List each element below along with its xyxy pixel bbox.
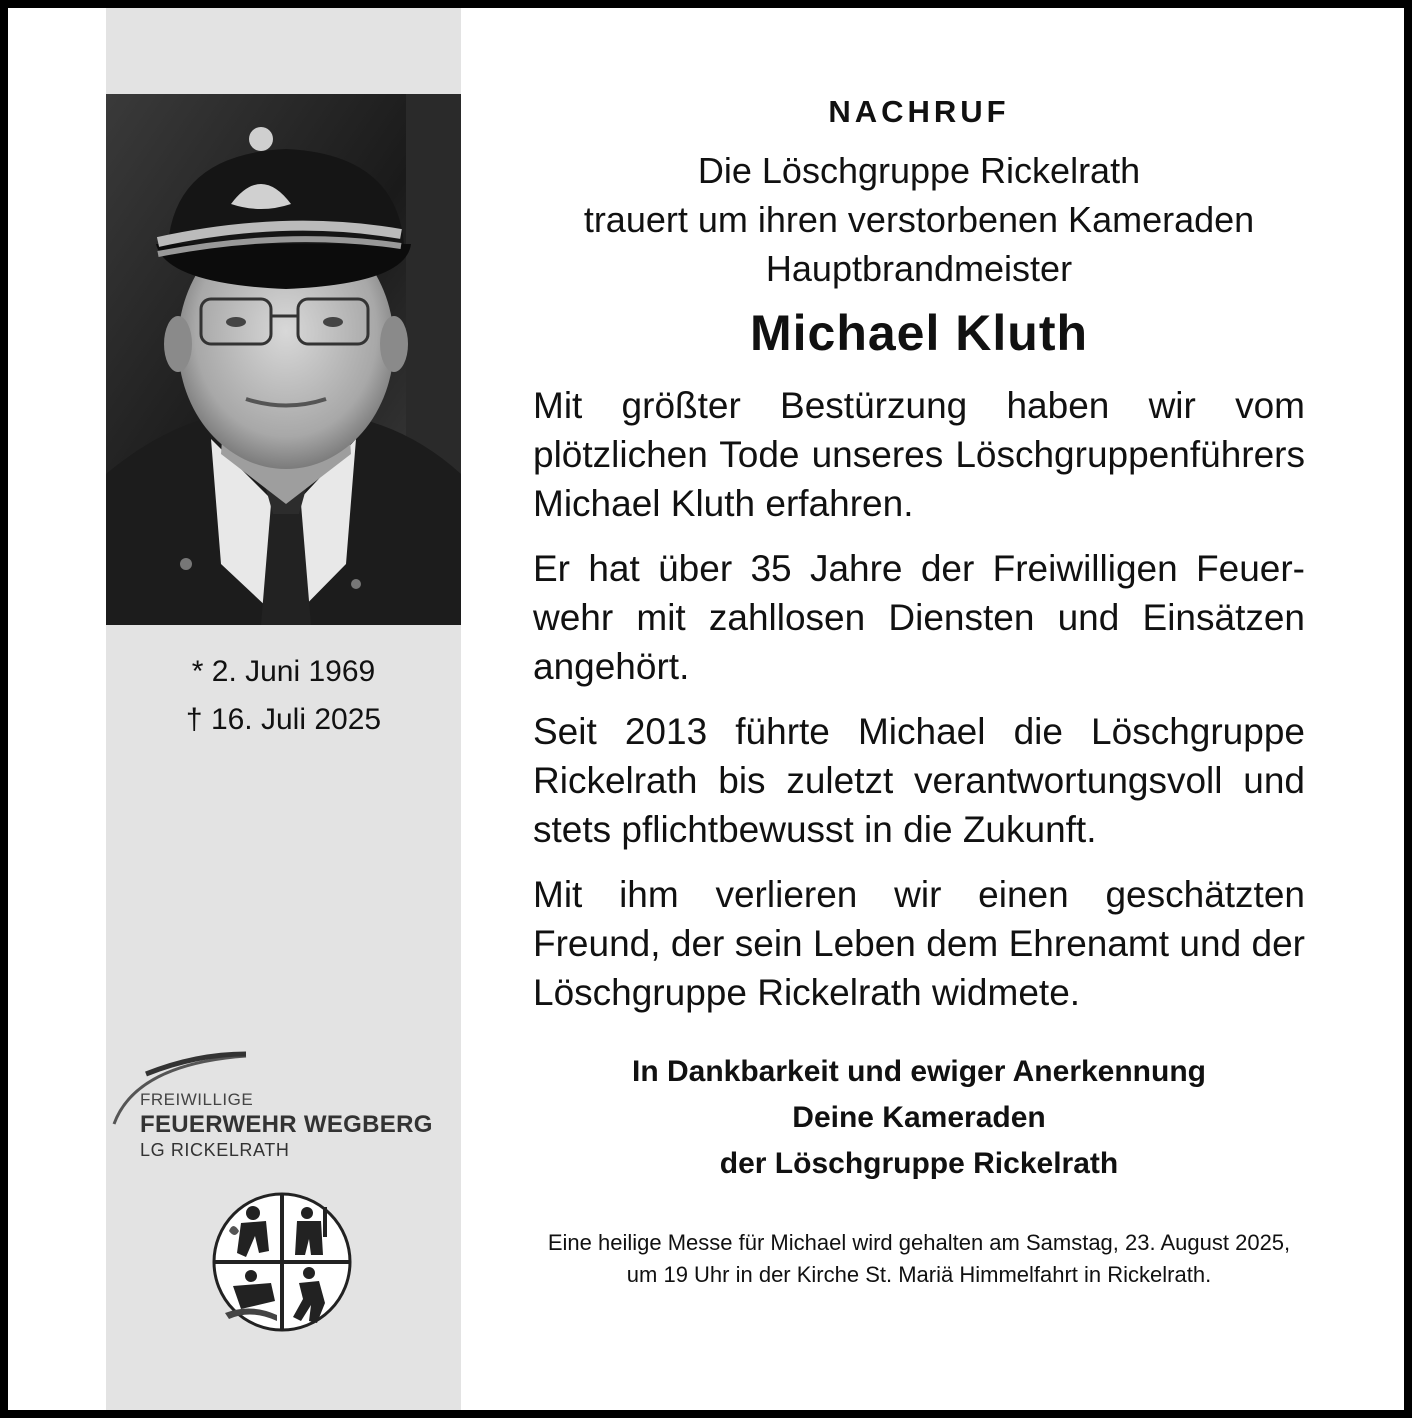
closing-line: Deine Kameraden xyxy=(792,1101,1046,1134)
mass-notice xyxy=(533,1227,1305,1291)
life-dates xyxy=(106,648,461,744)
intro-block xyxy=(533,146,1305,293)
intro-line: Hauptbrandmeister xyxy=(765,248,1073,289)
closing-line: der Löschgruppe Rickelrath xyxy=(719,1147,1119,1180)
paragraph: Mit ihm verlieren wir einen geschätzten Freund, der sein Leben dem Ehrenamt und der Löschgruppe Rickelrath widmete. xyxy=(533,874,1305,1013)
logo-line-3: LG RICKELRATH xyxy=(140,1140,290,1160)
death-date: † 16. Juli 2025 xyxy=(185,703,382,736)
intro-line: Die Löschgruppe Rickelrath xyxy=(697,150,1141,191)
fire-brigade-emblem-icon xyxy=(211,1191,353,1333)
birth-date: * 2. Juni 1969 xyxy=(191,655,376,688)
fire-brigade-logo xyxy=(140,1090,433,1161)
notice-line: um 19 Uhr in der Kirche St. Mariä Himmelfahrt in Rickelrath. xyxy=(626,1262,1212,1287)
logo-line-1: FREIWILLIGE xyxy=(140,1090,254,1109)
closing-block xyxy=(533,1049,1305,1187)
paragraph: Er hat über 35 Jahre der Freiwilligen Feuerwehr mit zahllosen Diensten und Einsätzen angehört. xyxy=(533,548,1305,687)
obituary-heading: NACHRUF xyxy=(828,94,1010,129)
logo-line-2: FEUERWEHR WEGBERG xyxy=(140,1111,433,1138)
deceased-name: Michael Kluth xyxy=(749,305,1089,361)
intro-line: trauert um ihren verstorbenen Kameraden xyxy=(583,199,1255,240)
paragraph: Seit 2013 führte Michael die Löschgruppe Rickelrath bis zuletzt verantwortungsvoll und stets pflichtbewusst in die Zukunft. xyxy=(533,711,1305,850)
obituary-text xyxy=(533,88,1305,1291)
paragraph: Mit größter Bestürzung haben wir vom plötzlichen Tode unseres Löschgruppenführers Michael Kluth erfahren. xyxy=(533,385,1305,524)
notice-line: Eine heilige Messe für Michael wird gehalten am Samstag, 23. August 2025, xyxy=(547,1230,1291,1255)
closing-line: In Dankbarkeit und ewiger Anerkennung xyxy=(632,1055,1206,1088)
portrait-photo xyxy=(106,94,461,625)
